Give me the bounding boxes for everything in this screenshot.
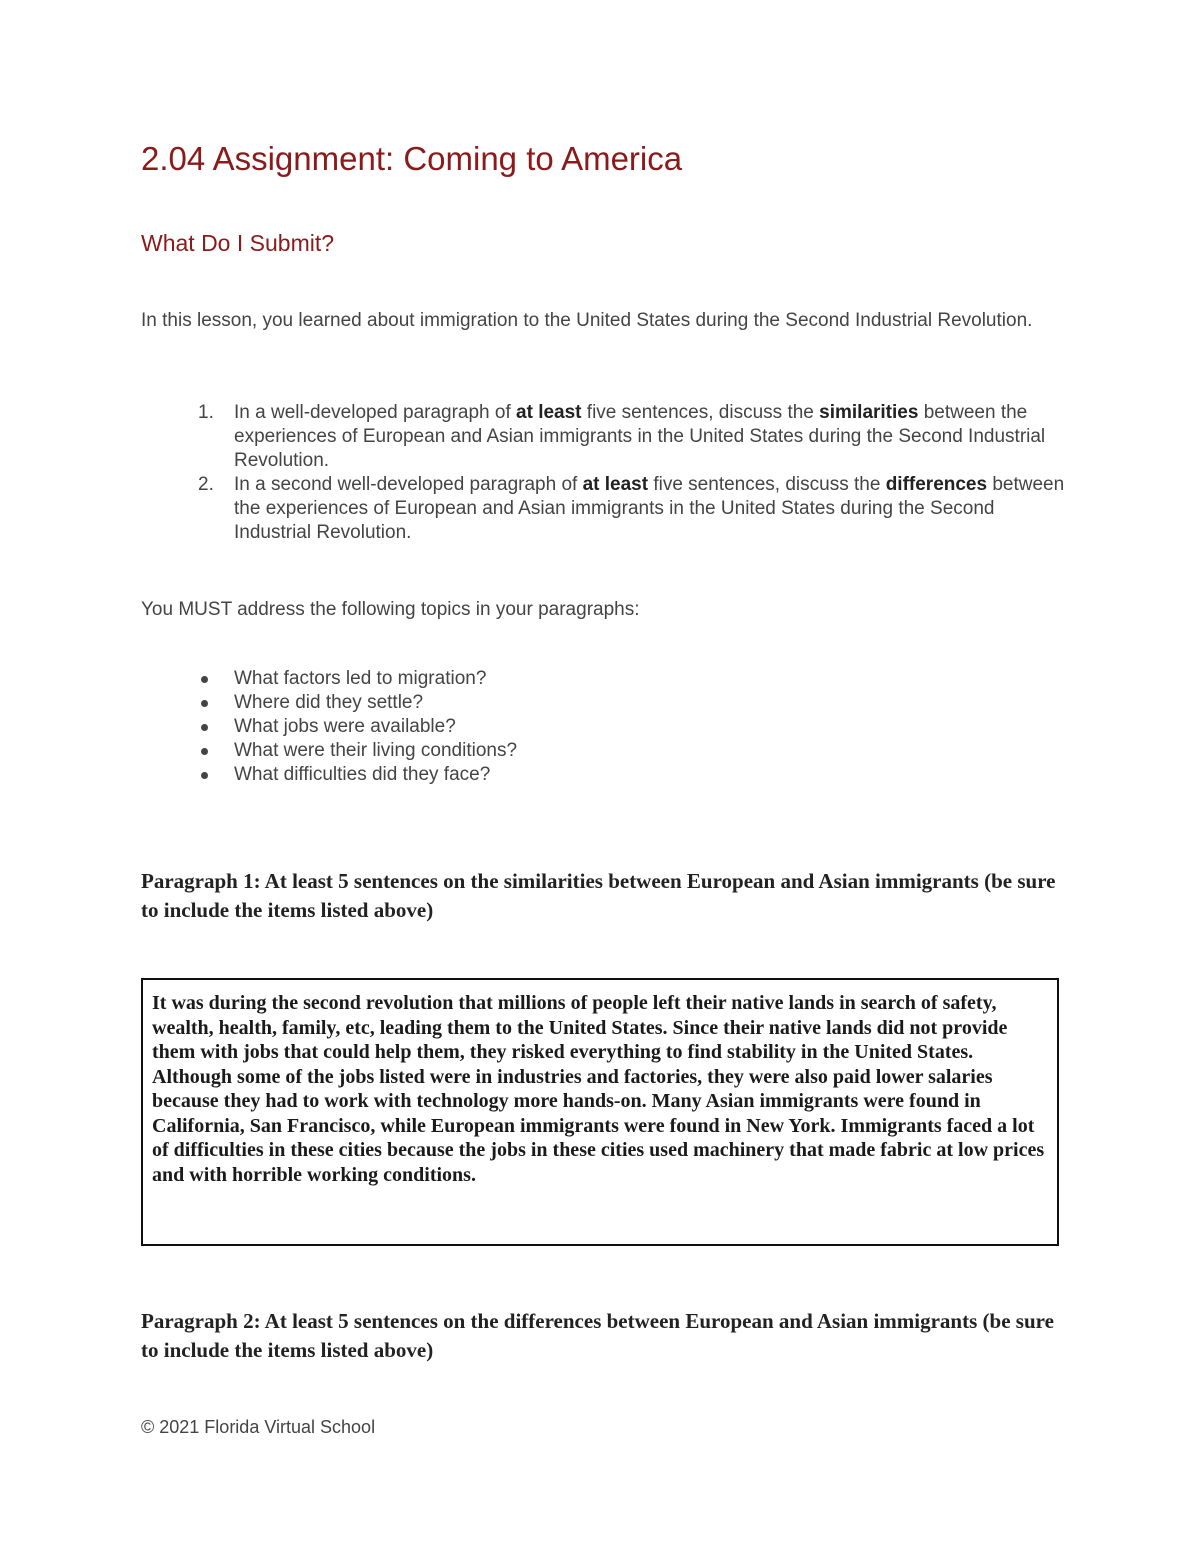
intro-text: In this lesson, you learned about immigration to the United States during the Second Industrial Revolution. bbox=[141, 310, 1033, 331]
topic-text: Where did they settle? bbox=[234, 692, 424, 713]
list-item bbox=[141, 401, 1071, 473]
instruction-text: In a second well-developed paragraph of bbox=[234, 474, 583, 495]
paragraph1-answer-text: It was during the second revolution that millions of people left their native lands in search of safety, wealth, health, family, etc, leading them to the United States. Since their native lands did not provide them with jobs that could help them, they risked everything to find stability in the United States. Although some of the jobs listed were in industries and factories, they were also paid lower salaries because they had to work with technology more hands-on. Many Asian immigrants were found in California, San Francisco, while European immigrants were found in New York. Immigrants faced a lot of difficulties in these cities because the jobs in these cities used machinery that made fabric at low prices and with horrible working conditions. bbox=[152, 992, 1045, 1186]
bullet-icon bbox=[201, 700, 208, 707]
topic-text: What factors led to migration? bbox=[234, 668, 487, 689]
list-item bbox=[141, 763, 517, 787]
bullet-icon bbox=[201, 748, 208, 755]
bullet-icon bbox=[201, 772, 208, 779]
list-item bbox=[141, 667, 517, 691]
list-item bbox=[141, 691, 517, 715]
instruction-text: In a well-developed paragraph of bbox=[234, 402, 517, 423]
topic-text: What jobs were available? bbox=[234, 716, 456, 737]
topics-list bbox=[141, 667, 517, 787]
page-title: 2.04 Assignment: Coming to America bbox=[141, 140, 683, 177]
topic-text: What difficulties did they face? bbox=[234, 764, 491, 785]
topics-intro: You MUST address the following topics in your paragraphs: bbox=[141, 599, 640, 620]
instruction-text: five sentences, discuss the bbox=[581, 402, 820, 423]
instruction-emphasis: differences bbox=[885, 474, 988, 495]
list-number: 1. bbox=[198, 402, 214, 423]
bullet-icon bbox=[201, 724, 208, 731]
instruction-text: between the experiences of European and Asian immigrants in the United States during the Second Industrial Revolution. bbox=[234, 402, 1046, 471]
paragraph1-heading: Paragraph 1: At least 5 sentences on the similarities between European and Asian immigrants (be sure to include the items listed above) bbox=[141, 869, 1056, 922]
list-item bbox=[141, 739, 517, 763]
list-item bbox=[141, 473, 1071, 545]
paragraph2-heading: Paragraph 2: At least 5 sentences on the differences between European and Asian immigrants (be sure to include the items listed above) bbox=[141, 1309, 1054, 1362]
instructions-list bbox=[141, 401, 1071, 545]
copyright-footer: © 2021 Florida Virtual School bbox=[141, 1417, 376, 1437]
paragraph1-answer-box[interactable] bbox=[141, 978, 1059, 1246]
topic-text: What were their living conditions? bbox=[234, 740, 518, 761]
instruction-emphasis: similarities bbox=[819, 402, 919, 423]
bullet-icon bbox=[201, 676, 208, 683]
instruction-emphasis: at least bbox=[516, 402, 582, 423]
list-number: 2. bbox=[198, 474, 214, 495]
list-item bbox=[141, 715, 517, 739]
instruction-emphasis: at least bbox=[582, 474, 649, 495]
instruction-text: between the experiences of European and Asian immigrants in the United States during the Second Industrial Revolution. bbox=[234, 474, 1065, 543]
instruction-text: five sentences, discuss the bbox=[648, 474, 886, 495]
section-heading: What Do I Submit? bbox=[141, 230, 335, 256]
